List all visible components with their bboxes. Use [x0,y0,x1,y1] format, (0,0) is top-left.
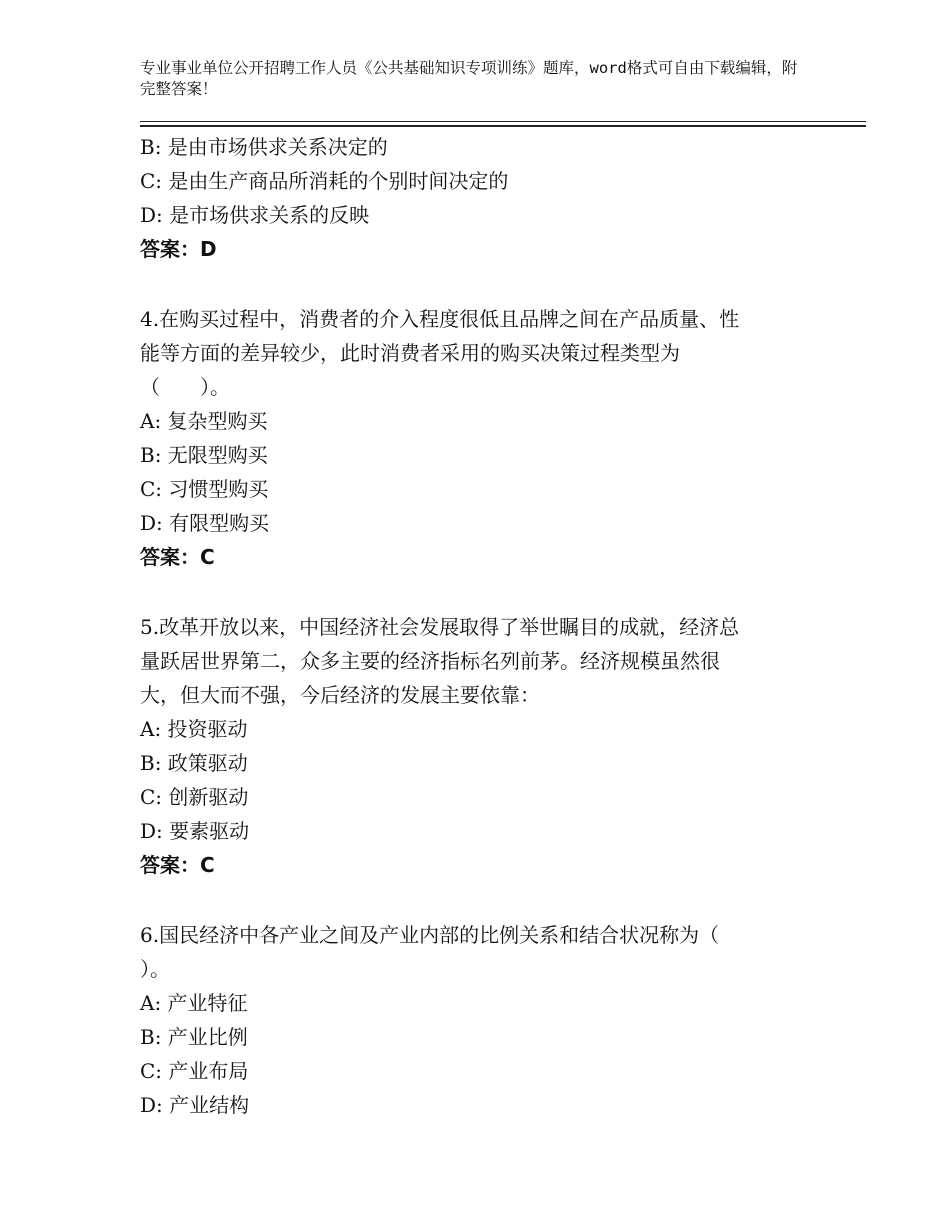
option-c: C: 产业布局 [140,1059,249,1083]
question-stem-line: 量跃居世界第二，众多主要的经济指标名列前茅。经济规模虽然很 [140,649,720,673]
option-c: C: 习惯型购买 [140,477,269,501]
answer-label: 答案：D [140,237,217,261]
question-stem-line: 能等方面的差异较少，此时消费者采用的购买决策过程类型为 [140,341,680,365]
question-stem-line: 5.改革开放以来，中国经济社会发展取得了举世瞩目的成就，经济总 [140,615,740,639]
header-rule-thin [140,121,866,122]
question-5 [140,610,840,882]
question-3-partial [140,130,840,266]
option-c: C: 是由生产商品所消耗的个别时间决定的 [140,169,509,193]
document-header: 专业事业单位公开招聘工作人员《公共基础知识专项训练》题库，word格式可自由下载编辑，附完整答案！ [140,59,798,98]
option-d: D: 产业结构 [140,1093,250,1117]
option-b: B: 政策驱动 [140,751,248,775]
option-b: B: 产业比例 [140,1025,248,1049]
option-a: A: 投资驱动 [140,717,248,741]
answer-label: 答案：C [140,853,215,877]
option-b: B: 无限型购买 [140,443,268,467]
option-d: D: 有限型购买 [140,511,270,535]
question-4 [140,302,840,574]
header-rule-thick [140,125,866,127]
question-content [140,130,840,1122]
question-stem-line: （ ）。 [140,375,230,399]
question-stem-line: 6.国民经济中各产业之间及产业内部的比例关系和结合状况称为（ [140,923,720,947]
question-stem-line: ）。 [140,957,170,981]
question-stem-line: 4.在购买过程中，消费者的介入程度很低且品牌之间在产品质量、性 [140,307,740,331]
question-6 [140,918,840,1122]
question-stem-line: 大，但大而不强，今后经济的发展主要依靠： [140,683,540,707]
option-a: A: 复杂型购买 [140,409,268,433]
option-c: C: 创新驱动 [140,785,249,809]
option-d: D: 是市场供求关系的反映 [140,203,370,227]
option-b: B: 是由市场供求关系决定的 [140,135,388,159]
answer-label: 答案：C [140,545,215,569]
option-d: D: 要素驱动 [140,819,250,843]
option-a: A: 产业特征 [140,991,248,1015]
